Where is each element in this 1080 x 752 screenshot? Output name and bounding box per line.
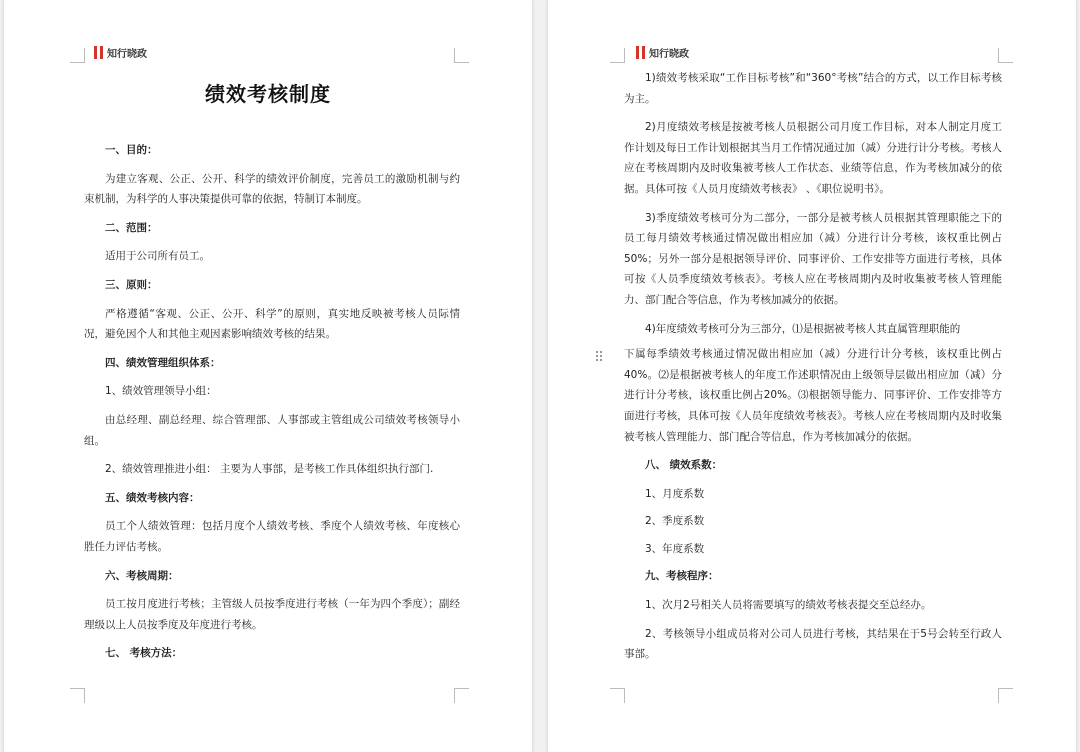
paragraph: 为建立客观、公正、公开、科学的绩效评价制度，完善员工的激励机制与约束机制，为科学的人事决策提供可靠的依据，特制订本制度。 <box>84 172 460 206</box>
list-item: 3、年度系数 <box>645 542 705 555</box>
page-1-body <box>84 140 460 672</box>
section-heading: 六、考核周期： <box>105 569 179 582</box>
list-item: 2、季度系数 <box>645 515 705 528</box>
brand-logo <box>94 45 147 59</box>
crop-mark-top-right <box>998 48 1013 63</box>
section-heading: 一、目的： <box>105 144 158 156</box>
section-heading: 三、原则： <box>105 278 158 291</box>
paragraph: 员工个人绩效管理：包括月度个人绩效考核、季度个人绩效考核、年度核心胜任力评估考核。 <box>84 520 460 553</box>
paragraph: 4)年度绩效考核可分为三部分，⑴是根据被考核人其直属管理职能的 <box>645 322 961 335</box>
section-heading: 四、绩效管理组织体系： <box>105 356 221 369</box>
paragraph: 1、绩效管理领导小组： <box>105 385 217 398</box>
crop-mark-top-left <box>610 48 625 63</box>
crop-mark-bottom-right <box>454 688 469 703</box>
paragraph: 2、考核领导小组成员将对公司人员进行考核，其结果在于5号会转至行政人事部。 <box>624 627 1002 661</box>
section-heading: 八、 绩效系数： <box>645 459 723 472</box>
section-heading: 七、 考核方法： <box>105 647 183 660</box>
brand-name: 知行晓政 <box>107 48 147 60</box>
crop-mark-top-right <box>454 48 469 63</box>
brand-name: 知行晓政 <box>649 48 689 60</box>
paragraph: 1)绩效考核采取“工作目标考核”和“360°考核”结合的方式，以工作目标考核为主。 <box>624 72 1002 105</box>
document-page-2 <box>548 0 1076 752</box>
paragraph: 1、次月2号相关人员将需要填写的绩效考核表提交至总经办。 <box>645 599 932 612</box>
paragraph: 2、绩效管理推进小组： 主要为人事部，是考核工作具体组织执行部门. <box>105 463 434 476</box>
crop-mark-top-left <box>70 48 85 63</box>
paragraph: 由总经理、副总经理、综合管理部、人事部或主管组成公司绩效考核领导小组。 <box>84 413 460 447</box>
paragraph-continued: 下属每季绩效考核通过情况做出相应加（减）分进行计分考核，该权重比例占40%。⑵是根据被考核人的年度工作述职情况由上级领导层做出相应加（减）分进行计分考核，该权重比例占20%。⑶根据领导能力、同事评价、工作安排等方面进行考核，具体可按《人员年度绩效考核表》。考核人应在考核周期内及时收集被考核人管理能力、部门配合等信息，作为考核加减分的依据。 <box>624 348 1002 443</box>
block-drag-handle-icon[interactable]: ⠿ <box>594 350 605 366</box>
crop-mark-bottom-left <box>70 688 85 703</box>
brand-bars-icon <box>94 46 103 59</box>
brand-bars-icon <box>636 46 645 59</box>
document-page-1 <box>4 0 532 752</box>
document-title: 绩效考核制度 <box>205 82 331 106</box>
page-2-body <box>624 68 1002 673</box>
crop-mark-bottom-left <box>610 688 625 703</box>
paragraph: 2)月度绩效考核是按被考核人员根据公司月度工作目标，对本人制定月度工作计划及每日工作计划根据其当月工作情况通过加（减）分进行计分考核。考核人应在考核周期内及时收集被考核人工作状态、业绩等信息，作为考核加减分的依据。具体可按《人员月度绩效考核表》 、《职位说明书》。 <box>624 121 1002 195</box>
paragraph: 适用于公司所有员工。 <box>105 250 210 263</box>
section-heading: 二、范围： <box>105 221 158 234</box>
paragraph: 员工按月度进行考核；主管级人员按季度进行考核（一年为四个季度）；副经理级以上人员按季度及年度进行考核。 <box>84 598 460 631</box>
paragraph: 3)季度绩效考核可分为二部分，一部分是被考核人员根据其管理职能之下的员工每月绩效考核通过情况做出相应加（减）分进行计分考核，该权重比例占50%；另外一部分是根据领导评价、同事评价、工作安排等方面进行考核，具体可按《人员季度绩效考核表》。考核人应在考核周期内及时收集被考核人管理能力、部门配合等信息，作为考核加减分的依据。 <box>624 211 1002 306</box>
paragraph: 严格遵循“客观、公正、公开、科学”的原则，真实地反映被考核人员际情况，避免因个人和其他主观因素影响绩效考核的结果。 <box>84 307 460 341</box>
section-heading: 九、考核程序： <box>645 570 719 583</box>
crop-mark-bottom-right <box>998 688 1013 703</box>
brand-logo <box>636 45 689 59</box>
list-item: 1、月度系数 <box>645 487 705 500</box>
section-heading: 五、绩效考核内容： <box>105 491 200 504</box>
